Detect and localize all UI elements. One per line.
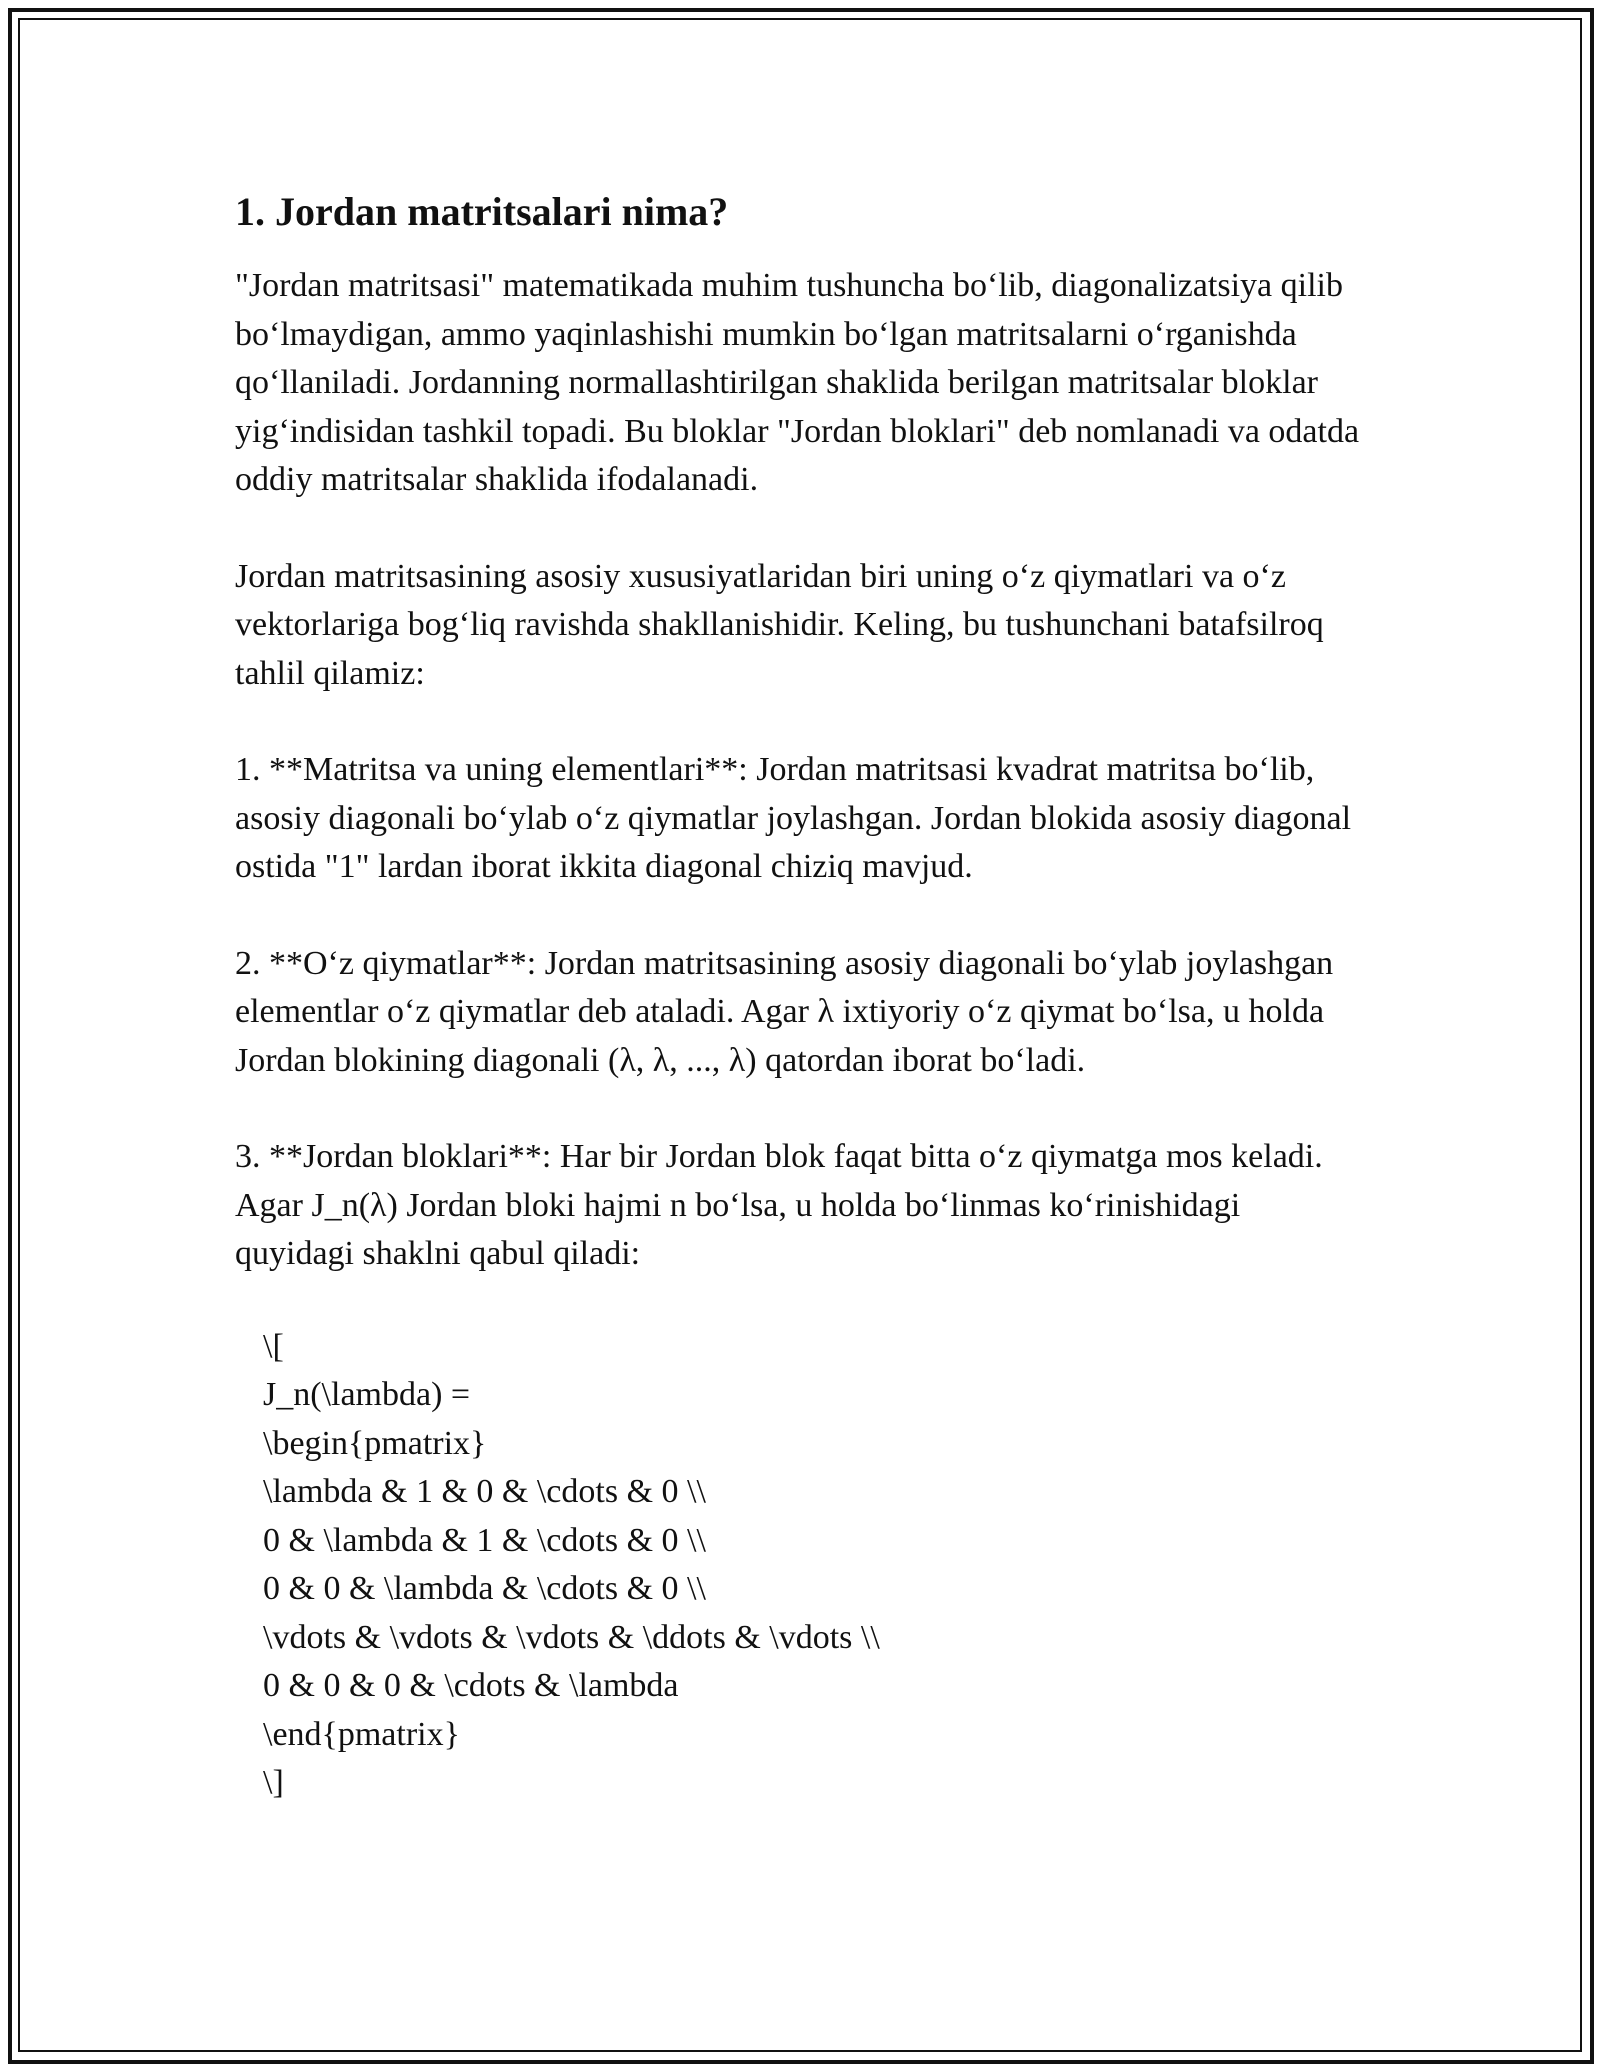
formula-line: \vdots & \vdots & \vdots & \ddots & \vdots \\ — [263, 1618, 880, 1656]
formula-line: \end{pmatrix} — [263, 1715, 460, 1753]
formula-line: \[ — [263, 1327, 284, 1365]
properties-paragraph: Jordan matritsasining asosiy xususiyatlaridan biri uning o‘z qiymatlari va o‘z vektorlariga bog‘liq ravishda shakllanishidir. Keling, bu tushunchani batafsilroq tahlil qilamiz: — [235, 557, 1324, 692]
formula-line: 0 & 0 & 0 & \cdots & \lambda — [263, 1667, 679, 1704]
formula-line: 0 & \lambda & 1 & \cdots & 0 \\ — [263, 1521, 706, 1559]
document-body — [235, 188, 1365, 1808]
list-item-matrix-elements: 1. **Matritsa va uning elementlari**: Jordan matritsasi kvadrat matritsa bo‘lib, asosiy diagonali bo‘ylab o‘z qiymatlar joylashgan. Jordan blokida asosiy diagonal ostida "1" lardan iborat ikkita diagonal chiziq mavjud. — [235, 751, 1352, 885]
formula-line: J_n(\lambda) = — [263, 1376, 471, 1413]
list-item-jordan-blocks: 3. **Jordan bloklari**: Har bir Jordan blok faqat bitta o‘z qiymatga mos keladi. Agar J_n(λ) Jordan bloki hajmi n bo‘lsa, u holda bo‘linmas ko‘rinishidagi quyidagi shaklni qabul qiladi: — [235, 1138, 1323, 1272]
formula-line: \begin{pmatrix} — [263, 1424, 487, 1462]
formula-line: \lambda & 1 & 0 & \cdots & 0 \\ — [263, 1473, 706, 1510]
list-item-eigenvalues: 2. **O‘z qiymatlar**: Jordan matritsasining asosiy diagonali bo‘ylab joylashgan elementlar o‘z qiymatlar deb ataladi. Agar λ ixtiyoriy o‘z qiymat bo‘lsa, u holda Jordan blokining diagonali (λ, λ, ..., λ) qatordan iborat bo‘ladi. — [235, 944, 1334, 1079]
formula-line: \] — [263, 1764, 284, 1801]
section-heading: 1. Jordan matritsalari nima? — [235, 189, 729, 234]
intro-paragraph: "Jordan matritsasi" matematikada muhim tushuncha bo‘lib, diagonalizatsiya qilib bo‘lmaydigan, ammo yaqinlashishi mumkin bo‘lgan matritsalarni o‘rganishda qo‘llaniladi. Jordanning normallashtirilgan shaklida berilgan matritsalar bloklar yig‘indisidan tashkil topadi. Bu bloklar "Jordan bloklari" deb nomlanadi va odatda oddiy matritsalar shaklida ifodalanadi. — [235, 267, 1360, 498]
formula-line: 0 & 0 & \lambda & \cdots & 0 \\ — [263, 1570, 706, 1607]
jordan-block-formula — [263, 1323, 1365, 1808]
